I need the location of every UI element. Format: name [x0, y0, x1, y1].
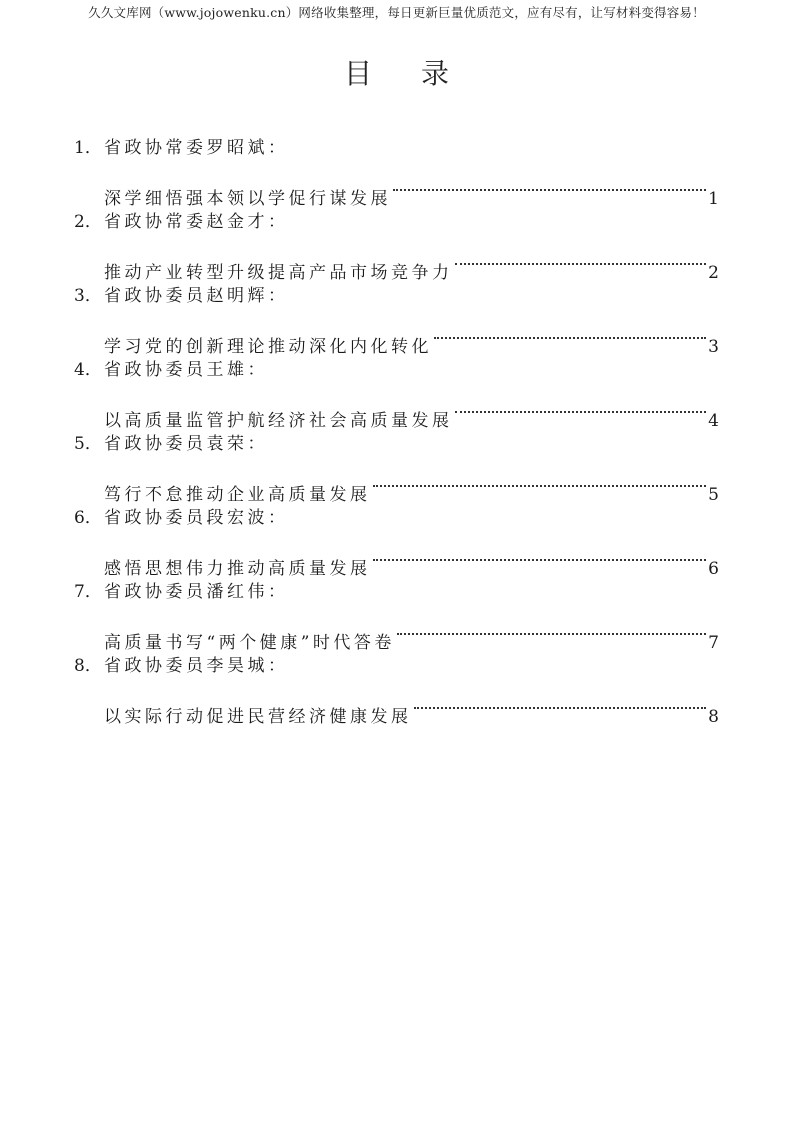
- toc-number: 1．: [74, 138, 102, 158]
- dot-leader: [397, 611, 706, 648]
- toc-article-title: 感悟思想伟力推动高质量发展: [104, 559, 371, 579]
- toc-article-link[interactable]: [74, 611, 719, 653]
- toc-article-title: 学习党的创新理论推动深化内化转化: [104, 337, 432, 357]
- toc-number: 4．: [74, 360, 102, 380]
- toc-article-link[interactable]: [74, 463, 719, 505]
- page-title: 目 录: [344, 57, 469, 90]
- toc-number: 5．: [74, 434, 102, 454]
- dot-leader: [414, 685, 707, 722]
- toc-page-number: 7: [708, 633, 719, 653]
- toc-article-link[interactable]: [74, 685, 719, 727]
- toc-article-title: 以高质量监管护航经济社会高质量发展: [104, 411, 453, 431]
- toc-entry: [74, 574, 719, 653]
- toc-author: 省政协委员李昊城：: [104, 656, 289, 676]
- toc-number: 8．: [74, 656, 102, 676]
- toc-author: 省政协常委赵金才：: [104, 212, 289, 232]
- toc-article-link[interactable]: [74, 315, 719, 357]
- toc-page-number: 8: [708, 707, 719, 727]
- toc-page-number: 1: [708, 189, 719, 209]
- toc-article-title: 深学细悟强本领以学促行谋发展: [104, 189, 391, 209]
- toc-entry: [74, 500, 719, 579]
- page-header-notice: 久久文库网（www.jojowenku.cn）网络收集整理，每日更新巨量优质范文，应有尽有，让写材料变得容易！: [88, 5, 705, 20]
- toc-page-number: 3: [708, 337, 719, 357]
- dot-leader: [393, 167, 706, 204]
- toc-entry: [74, 130, 719, 209]
- dot-leader: [455, 241, 707, 278]
- toc-article-title: 以实际行动促进民营经济健康发展: [104, 707, 412, 727]
- toc-number: 3．: [74, 286, 102, 306]
- toc-author: 省政协委员王雄：: [104, 360, 268, 380]
- toc-author: 省政协委员赵明辉：: [104, 286, 289, 306]
- toc-author-line: [74, 204, 719, 241]
- toc-article-title: 笃行不怠推动企业高质量发展: [104, 485, 371, 505]
- toc-page-number: 2: [708, 263, 719, 283]
- toc-article-link[interactable]: [74, 167, 719, 209]
- toc-article-title: 推动产业转型升级提高产品市场竞争力: [104, 263, 453, 283]
- toc-page-number: 6: [708, 559, 719, 579]
- dot-leader: [373, 463, 707, 500]
- toc-author: 省政协委员段宏波：: [104, 508, 289, 528]
- toc-article-link[interactable]: [74, 537, 719, 579]
- toc-number: 6．: [74, 508, 102, 528]
- toc-author-line: [74, 648, 719, 685]
- toc-number: 7．: [74, 582, 102, 602]
- toc-author: 省政协委员袁荣：: [104, 434, 268, 454]
- toc-author: 省政协常委罗昭斌：: [104, 138, 289, 158]
- toc-author-line: [74, 130, 719, 167]
- dot-leader: [455, 389, 707, 426]
- toc-author-line: [74, 500, 719, 537]
- toc-entry: [74, 204, 719, 283]
- toc-article-link[interactable]: [74, 389, 719, 431]
- toc-author: 省政协委员潘红伟：: [104, 582, 289, 602]
- toc-entry: [74, 648, 719, 727]
- table-of-contents: [74, 130, 719, 727]
- dot-leader: [434, 315, 706, 352]
- toc-article-link[interactable]: [74, 241, 719, 283]
- toc-page-number: 5: [708, 485, 719, 505]
- dot-leader: [373, 537, 707, 574]
- toc-page-number: 4: [708, 411, 719, 431]
- toc-article-title: 高质量书写“两个健康”时代答卷: [104, 633, 395, 653]
- toc-author-line: [74, 574, 719, 611]
- toc-number: 2．: [74, 212, 102, 232]
